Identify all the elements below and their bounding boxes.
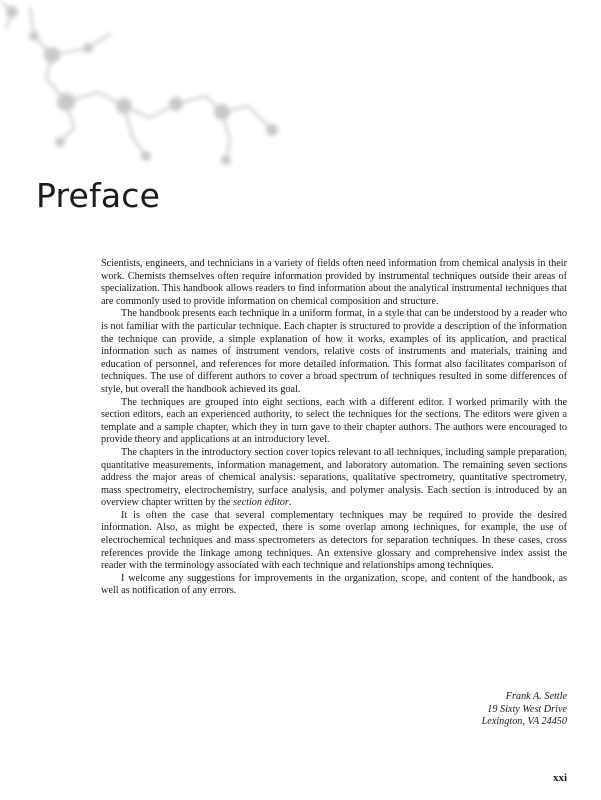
paragraph: I welcome any suggestions for improvements in the organization, scope, and content of the handbook, as well as notification of any errors. [101, 572, 567, 597]
molecule-illustration [0, 0, 300, 185]
paragraph: The handbook presents each technique in a uniform format, in a style that can be understood by a reader who is not familiar with the particular technique. Each chapter is structured to provide a description of the information the technique can provide, a simple explanation of how it works, examples of its application, and practical information such as names of instrument vendors, relative costs of instruments and materials, training and education of personnel, and references for more detailed information. This format also facilitates comparison of techniques. The use of different authors to cover a broad spectrum of techniques resulted in some differences of style, but overall the handbook achieved its goal. [101, 308, 567, 395]
page-number: xxi [552, 772, 567, 784]
author-street: 19 Sixty West Drive [487, 703, 567, 715]
preface-body [101, 258, 567, 598]
author-name: Frank A. Settle [505, 691, 567, 702]
author-signature-block [482, 691, 567, 729]
page-title: Preface [36, 176, 161, 215]
paragraph: The chapters in the introductory section cover topics relevant to all techniques, including sample preparation, quantitative measurements, information management, and laboratory automation. The remaining seven sections address the major areas of chemical analysis: separations, qualitative spectrometry, quantitative spectrometry, mass spectrometry, electrochemistry, surface analysis, and polymer analysis. Each section is introduced by an overview chapter written by the section editor. [101, 446, 567, 509]
emphasized-text: section editor [233, 497, 289, 509]
author-city: Lexington, VA 24450 [481, 716, 567, 728]
paragraph: It is often the case that several complementary techniques may be required to provide the desired information. Also, as might be expected, there is some overlap among techniques, for example, the use of electrochemical techniques and mass spectrometers as detectors for separation techniques. In these cases, cross references provide the linkage among techniques. An extensive glossary and comprehensive index assist the reader with the terminology associated with each technique and relationships among techniques. [101, 509, 567, 572]
paragraph: The techniques are grouped into eight sections, each with a different editor. I worked primarily with the section editors, each an experienced authority, to select the techniques for the sections. The editors were given a template and a sample chapter, which they in turn gave to their chapter authors. The authors were encouraged to provide theory and applications at an introductory level. [101, 396, 567, 446]
paragraph: Scientists, engineers, and technicians in a variety of fields often need information from chemical analysis in their work. Chemists themselves often require information provided by instrumental techniques outside their areas of specialization. This handbook allows readers to find information about the analytical instrumental techniques that are commonly used to provide information on chemical composition and structure. [101, 258, 567, 307]
